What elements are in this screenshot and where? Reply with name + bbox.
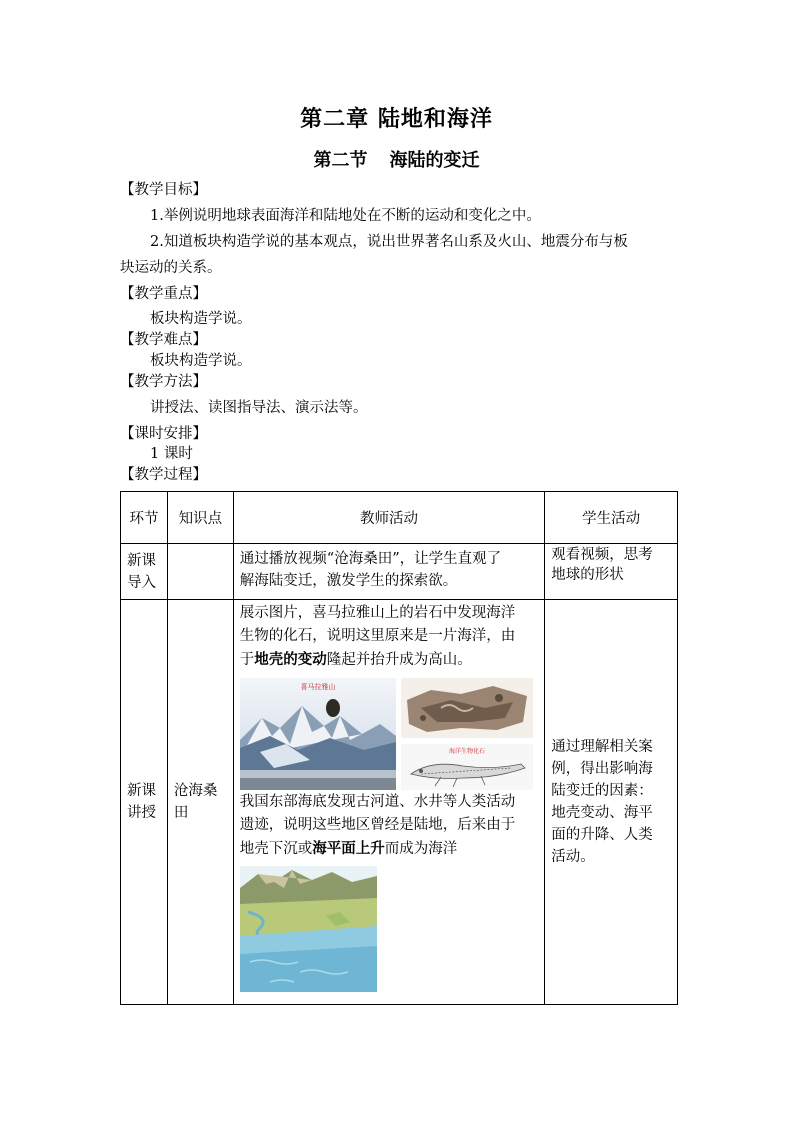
fossil-plate-photo (401, 678, 533, 738)
goal-2-line-2: 块运动的关系。 (120, 260, 222, 276)
student-lecture-line4: 地壳变动、海平 (551, 805, 653, 821)
image-row (240, 678, 544, 791)
knowledge-point-line1: 沧海桑 (173, 783, 218, 799)
marine-fossil-label: 海洋生物化石 (448, 748, 485, 755)
process-heading: 【教学过程】 (120, 467, 207, 483)
key-point-heading: 【教学重点】 (120, 286, 207, 302)
hours-text: 1 课时 (150, 446, 193, 462)
table-header-row (121, 492, 678, 544)
header-student-activity: 学生活动 (545, 492, 678, 544)
teaching-process-table (120, 491, 678, 1005)
teacher-lecture-p2-line2: 遗迹，说明这些地区曾经是陆地，后来由于 (239, 817, 516, 833)
stage-intro-line2: 导入 (127, 574, 156, 591)
coastal-landscape-illustration (240, 866, 377, 992)
student-lecture-line1: 通过理解相关案 (551, 739, 653, 755)
teacher-lecture-p2-line3: 地壳下沉或海平面上升而成为海洋 (239, 840, 458, 857)
student-lecture-line6: 活动。 (551, 849, 595, 865)
student-lecture-line5: 面的升降、人类 (551, 827, 653, 843)
teacher-lecture-p2-line1: 我国东部海底发现古河道、水井等人类活动 (239, 794, 516, 810)
chapter-title: 第二章 陆地和海洋 (300, 106, 493, 132)
student-activity-lecture (545, 600, 678, 1005)
method-text: 讲授法、读图指导法、演示法等。 (150, 400, 368, 416)
table-row-lecture (121, 600, 678, 1005)
stage-intro-line1: 新课 (127, 552, 156, 569)
teacher-lecture-p1-line3: 于地壳的变动隆起并抬升成为高山。 (239, 651, 472, 668)
goal-2-line-1: 2.知道板块构造学说的基本观点，说出世界著名山系及火山、地震分布与板 (150, 234, 628, 250)
stage-lecture (121, 600, 168, 1005)
key-point-text: 板块构造学说。 (150, 311, 252, 327)
himalaya-photo (240, 678, 396, 790)
student-intro-line1: 观看视频，思考 (551, 547, 653, 563)
stage-lecture-line2: 讲授 (127, 805, 156, 821)
section-number: 第二节 (313, 150, 368, 171)
header-stage: 环节 (121, 492, 168, 544)
goal-1: 1.举例说明地球表面海洋和陆地处在不断的运动和变化之中。 (150, 208, 541, 224)
header-knowledge-point: 知识点 (167, 492, 233, 544)
section-title (0, 146, 793, 172)
marine-fossil-photo (401, 744, 533, 790)
method-heading: 【教学方法】 (120, 374, 207, 390)
teacher-activity-intro (233, 544, 544, 600)
teacher-activity-lecture (233, 600, 544, 1005)
teacher-lecture-p1-line1: 展示图片，喜马拉雅山上的岩石中发现海洋 (239, 605, 516, 621)
goals-heading: 【教学目标】 (120, 182, 207, 198)
knowledge-point-intro (167, 544, 233, 600)
student-intro-line2: 地球的形状 (551, 567, 624, 583)
knowledge-point-line2: 田 (173, 805, 189, 821)
emphasis-crust-movement: 地壳的变动 (254, 651, 327, 668)
table-row-intro (121, 544, 678, 600)
section-name: 海陆的变迁 (389, 150, 480, 171)
stage-intro (121, 544, 168, 600)
student-lecture-line3: 陆变迁的因素： (551, 783, 653, 799)
knowledge-point-lecture (167, 600, 233, 1005)
emphasis-sea-level-rise: 海平面上升 (312, 840, 385, 857)
student-lecture-line2: 例，得出影响海 (551, 761, 653, 777)
hours-heading: 【课时安排】 (120, 426, 207, 442)
himalaya-label: 喜马拉雅山 (300, 683, 336, 691)
header-teacher-activity: 教师活动 (233, 492, 544, 544)
teacher-intro-line1: 通过播放视频“沧海桑田”，让学生直观了 (239, 551, 502, 567)
difficulty-heading: 【教学难点】 (120, 332, 207, 348)
difficulty-text: 板块构造学说。 (150, 353, 252, 369)
teacher-lecture-p1-line2: 生物的化石，说明这里原来是一片海洋，由 (239, 628, 516, 644)
stage-lecture-line1: 新课 (127, 783, 156, 799)
student-activity-intro (545, 544, 678, 600)
teacher-intro-line2: 解海陆变迁，激发学生的探索欲。 (239, 573, 458, 589)
